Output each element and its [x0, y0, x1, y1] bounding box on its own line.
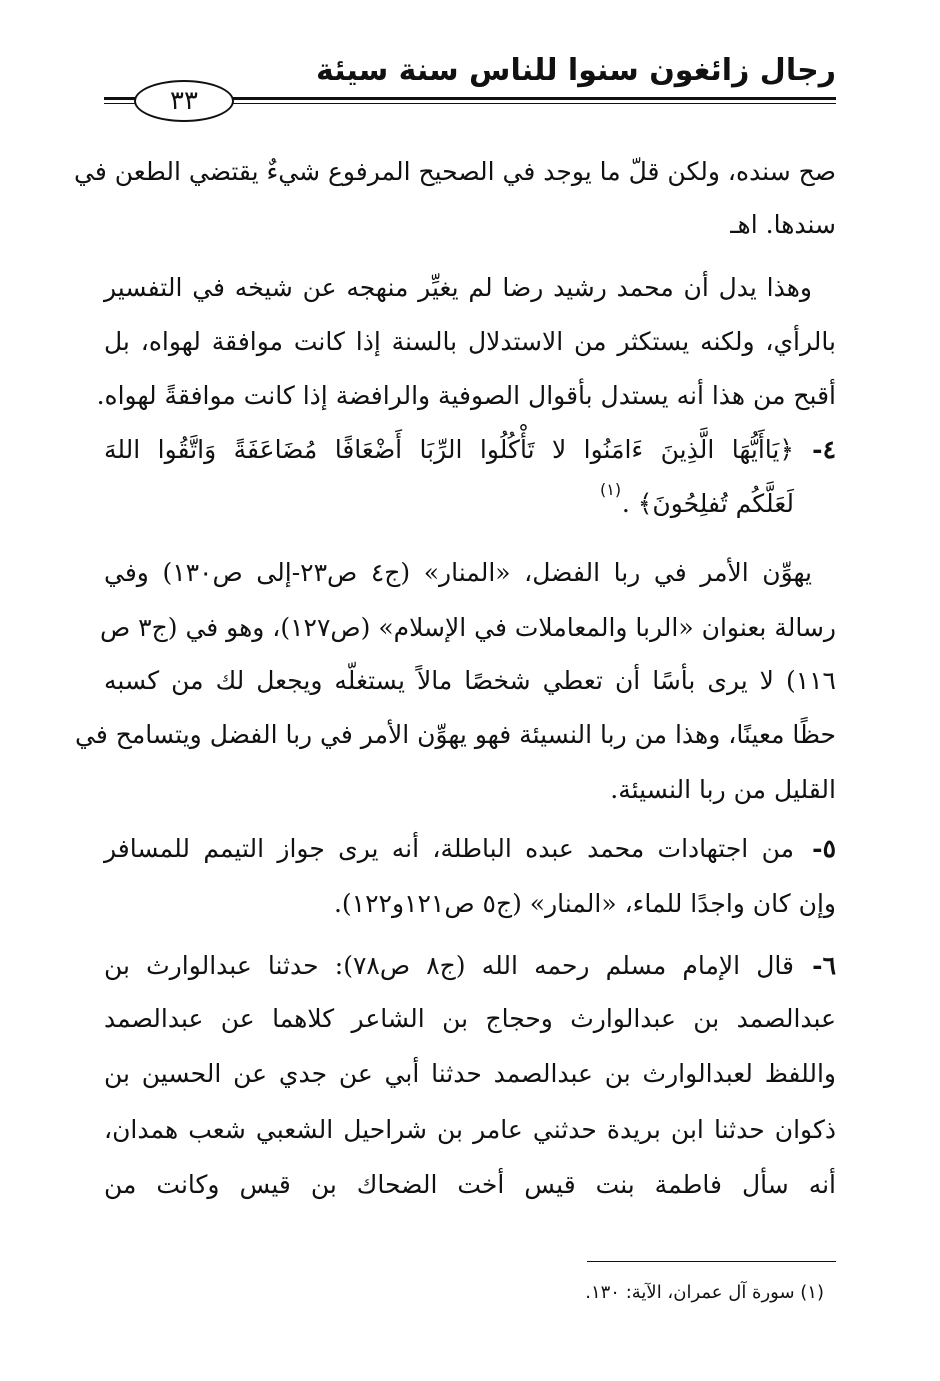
- item-5-line-1: من اجتهادات محمد عبده الباطلة، أنه يرى جواز التيمم للمسافر: [104, 834, 794, 863]
- paragraph-4-line-1: يهوِّن الأمر في ربا الفضل، «المنار» (ج٤ ص٢٣-إلى ص١٣٠) وفي: [104, 558, 812, 587]
- footnote-reference: (١): [600, 480, 622, 499]
- paragraph-2-line-3: أقبح من هذا أنه يستدل بأقوال الصوفية والرافضة إذا كانت موافقةً لهواه.: [96, 381, 836, 410]
- paragraph-4-line-2: رسالة بعنوان «الربا والمعاملات في الإسلام» (ص١٢٧)، وهو في (ج٣ ص: [100, 613, 836, 642]
- item-4-verse-line-2: لَعَلَّكُم تُفلِحُونَ﴾ .: [621, 489, 794, 518]
- page-number: ٣٣: [134, 80, 234, 122]
- item-6-line-3: واللفظ لعبدالوارث بن عبدالصمد حدثنا أبي عن جدي عن الحسين بن: [104, 1059, 836, 1088]
- paragraph-2-line-1: وهذا يدل أن محمد رشيد رضا لم يغيِّر منهجه عن شيخه في التفسير: [104, 273, 812, 302]
- item-4-number: ٤-: [812, 435, 836, 464]
- paragraph-4-line-5: القليل من ربا النسيئة.: [610, 775, 836, 804]
- footnote-separator: [587, 1261, 836, 1262]
- item-6-line-4: ذكوان حدثنا ابن بريدة حدثني عامر بن شراحيل الشعبي شعب همدان،: [104, 1115, 836, 1144]
- running-header-title: رجال زائغون سنوا للناس سنة سيئة: [316, 53, 836, 88]
- paragraph-4-line-3: ١١٦) لا يرى بأسًا أن تعطي شخصًا مالاً يستغلّه ويجعل لك من كسبه: [104, 666, 836, 695]
- item-6-line-1: قال الإمام مسلم رحمه الله (ج٨ ص٧٨): حدثنا عبدالوارث بن: [104, 951, 795, 980]
- item-5-number: ٥-: [812, 834, 836, 863]
- paragraph-4-line-4: حظًا معينًا، وهذا من ربا النسيئة فهو يهوِّن الأمر في ربا الفضل ويتسامح في: [74, 720, 836, 749]
- item-5-line-2: وإن كان واجدًا للماء، «المنار» (ج٥ ص١٢١و١٢٢).: [333, 889, 836, 918]
- item-6-line-2: عبدالصمد بن عبدالوارث وحجاج بن الشاعر كلاهما عن عبدالصمد: [104, 1004, 836, 1033]
- item-6-line-5: أنه سأل فاطمة بنت قيس أخت الضحاك بن قيس وكانت من: [104, 1170, 836, 1199]
- item-4-verse-line-1: ﴿يَاأَيُّهَا الَّذِينَ ءَامَنُوا لا تَأْكُلُوا الرِّبَا أَضْعَافًا مُضَاعَفَةً وَاتَّقُوا اللهَ: [104, 435, 794, 464]
- paragraph-1-line-2: سندها. اهـ: [730, 210, 836, 239]
- footnote: (١) سورة آل عمران، الآية: ١٣٠.: [585, 1282, 824, 1303]
- paragraph-1-line-1: صح سنده، ولكن قلّ ما يوجد في الصحيح المرفوع شيءٌ يقتضي الطعن في: [74, 157, 836, 186]
- item-6-number: ٦-: [812, 951, 836, 980]
- paragraph-2-line-2: بالرأي، ولكنه يستكثر من الاستدلال بالسنة إذا كانت موافقة لهواه، بل: [104, 327, 836, 356]
